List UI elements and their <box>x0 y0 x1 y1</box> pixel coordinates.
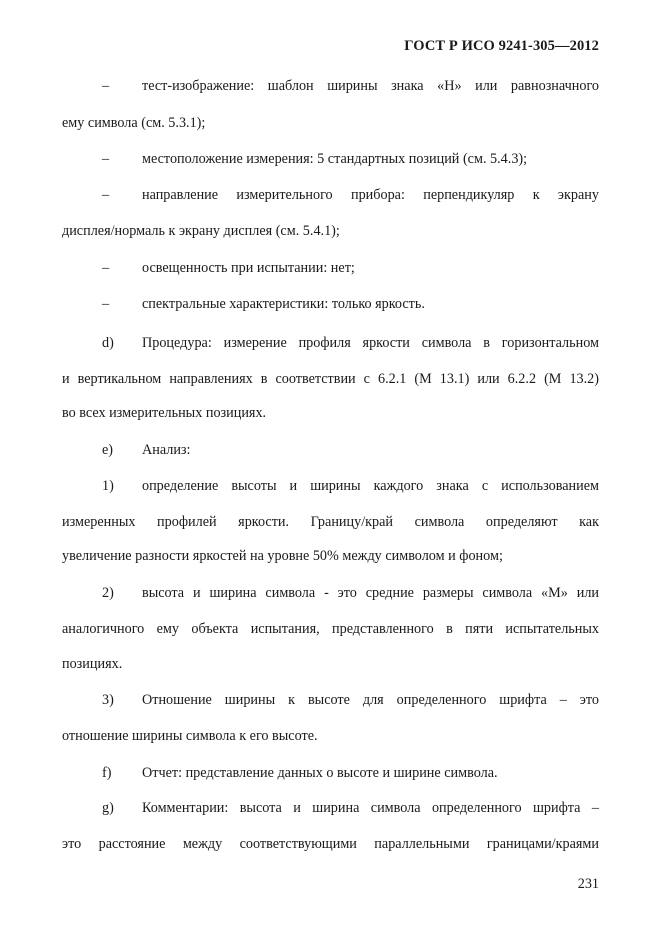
paragraph-line: Отношение ширины к высоте для определенного шрифта – это <box>142 692 599 708</box>
paragraph-line: увеличение разности яркостей на уровне 50% между символом и фоном; <box>62 548 503 564</box>
paragraph-line: Комментарии: высота и ширина символа определенного шрифта – <box>142 800 599 816</box>
paragraph-line: местоположение измерения: 5 стандартных позиций (см. 5.4.3); <box>142 151 528 167</box>
paragraph-line: тест-изображение: шаблон ширины знака «Н» или равнозначного <box>142 78 599 94</box>
paragraph-line: Анализ: <box>142 442 191 458</box>
list-marker: 2) <box>102 585 114 601</box>
paragraph-line: это расстояние между соответствующими параллельными границами/краями <box>62 836 599 852</box>
list-marker: f) <box>102 765 112 781</box>
paragraph-line: и вертикальном направлениях в соответствии с 6.2.1 (М 13.1) или 6.2.2 (М 13.2) <box>62 371 599 387</box>
page-number: 231 <box>577 876 599 892</box>
paragraph-line: освещенность при испытании: нет; <box>142 260 355 276</box>
paragraph-line: аналогичного ему объекта испытания, представленного в пяти испытательных <box>62 621 599 637</box>
paragraph-line: во всех измерительных позициях. <box>62 405 267 421</box>
list-marker: 3) <box>102 692 114 708</box>
paragraph-line: спектральные характеристики: только яркость. <box>142 296 425 312</box>
list-marker: е) <box>102 442 114 458</box>
paragraph-line: определение высоты и ширины каждого знака с использованием <box>142 478 599 494</box>
paragraph-line: Отчет: представление данных о высоте и ширине символа. <box>142 765 498 781</box>
list-marker: – <box>102 260 110 276</box>
list-marker: 1) <box>102 478 114 494</box>
list-marker: – <box>102 296 110 312</box>
list-marker: g) <box>102 800 114 816</box>
paragraph-line: позициях. <box>62 656 123 672</box>
list-marker: – <box>102 151 110 167</box>
document-header: ГОСТ Р ИСО 9241-305—2012 <box>404 38 599 54</box>
paragraph-line: направление измерительного прибора: перпендикуляр к экрану <box>142 187 599 203</box>
paragraph-line: дисплея/нормаль к экрану дисплея (см. 5.4.1); <box>62 223 340 239</box>
paragraph-line: отношение ширины символа к его высоте. <box>62 728 318 744</box>
list-marker: – <box>102 187 110 203</box>
paragraph-line: Процедура: измерение профиля яркости символа в горизонтальном <box>142 335 599 351</box>
paragraph-line: высота и ширина символа - это средние размеры символа «М» или <box>142 585 599 601</box>
list-marker: d) <box>102 335 114 351</box>
paragraph-line: ему символа (см. 5.3.1); <box>62 115 206 131</box>
paragraph-line: измеренных профилей яркости. Границу/край символа определяют как <box>62 514 599 530</box>
list-marker: – <box>102 78 110 94</box>
